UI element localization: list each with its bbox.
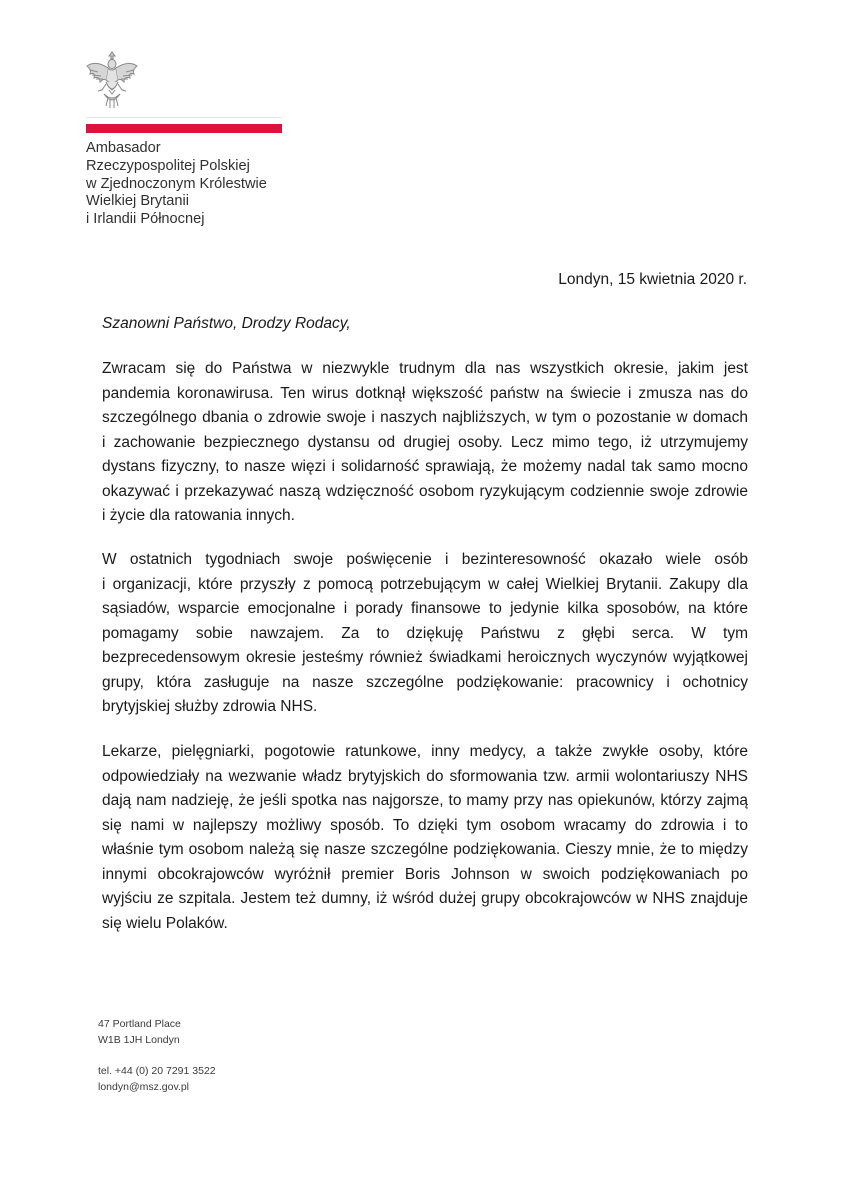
sender-line: Ambasador [86,140,161,156]
text-line: odpowiedziały na wezwanie władz brytyjskich do sformowania tzw. armii wolontariuszy NHS [102,767,748,785]
address-line: 47 Portland Place [98,1018,181,1030]
footer-spacer [98,1048,216,1064]
paragraph-3 [102,740,748,936]
email-address: londyn@msz.gov.pl [98,1080,190,1093]
text-line: brytyjskiej służby zdrowia NHS. [102,698,318,715]
text-line: grupy, która zasługuje na nasze szczególne podziękowanie: pracownicy i ochotnicy [102,673,748,691]
text-line: się wielu Polaków. [102,914,228,932]
text-line: Lekarze, pielęgniarki, pogotowie ratunkowe, inny medycy, a także zwykłe osoby, które [102,743,748,760]
address-line: W1B 1JH Londyn [98,1033,180,1046]
sender-line: w Zjednoczonym Królestwie [86,175,267,192]
text-line: i zachowanie bezpiecznego dystansu od drugiej osoby. Lecz mimo tego, iż utrzymujemy [102,433,748,451]
phone-number: tel. +44 (0) 20 7291 3522 [98,1065,216,1077]
paragraph-2 [102,548,748,720]
text-line: okazywać i przekazywać naszą wdzięczność osobom ryzykującym codziennie swoje zdrowie [102,482,748,500]
sender-line: i Irlandii Północnej [86,211,205,228]
text-line: Zwracam się do Państwa w niezwykle trudnym dla nas wszystkich okresie, jakim jest [102,360,748,377]
text-line: się nami w najlepszy możliwy sposób. To dzięki tym osobom wracamy do zdrowia i to [102,816,748,834]
sender-block [86,140,346,229]
text-line: i życie dla ratowania innych. [102,507,295,524]
footer-contact [98,1017,216,1095]
flag-white-stripe [86,117,282,118]
letter-date: Londyn, 15 kwietnia 2020 r. [558,271,747,288]
text-line: szczególnego dbania o zdrowie swoje i naszych najbliższych, w tym o pozostanie w domach [102,409,748,426]
text-line: dają nam nadzieję, że jeśli spotka nas najgorsze, to mamy przy nas opiekunów, którzy zajmą [102,792,748,809]
polish-eagle-icon [84,50,140,110]
text-line: dystans fizyczny, to nasze więzi i solidarność sprawiają, że możemy nadal tak samo mocno [102,458,748,475]
salutation: Szanowni Państwo, Drodzy Rodacy, [102,315,351,332]
text-line: wyjściu ze szpitala. Jestem też dumny, iż wśród dużej grupy obcokrajowców w NHS znajduje [102,890,748,907]
sender-line: Wielkiej Brytanii [86,193,189,210]
paragraph-1 [102,357,748,529]
sender-line: Rzeczypospolitej Polskiej [86,157,250,174]
text-line: i organizacji, które przyszły z pomocą potrzebującym w całej Wielkiej Brytanii. Zakupy dla [102,575,748,593]
text-line: właśnie tym osobom należą się nasze szczególne podziękowania. Cieszy mnie, że to między [102,841,748,858]
text-line: bezprecedensowym okresie jesteśmy również świadkami heroicznych wyczynów wyjątkowej [102,649,748,666]
text-line: pomagamy sobie nawzajem. Za to dziękuję Państwu z głębi serca. W tym [102,624,748,642]
text-line: sąsiadów, wsparcie emocjonalne i porady finansowe to jedynie kilka sposobów, na które [102,600,748,617]
text-line: pandemia koronawirusa. Ten wirus dotknął większość państw na świecie i zmusza nas do [102,384,748,402]
text-line: innymi obcokrajowców wyróżnił premier Boris Johnson w swoich podziękowaniach po [102,865,748,883]
flag-red-stripe [86,124,282,133]
text-line: W ostatnich tygodniach swoje poświęcenie i bezinteresowność okazało wiele osób [102,551,748,568]
